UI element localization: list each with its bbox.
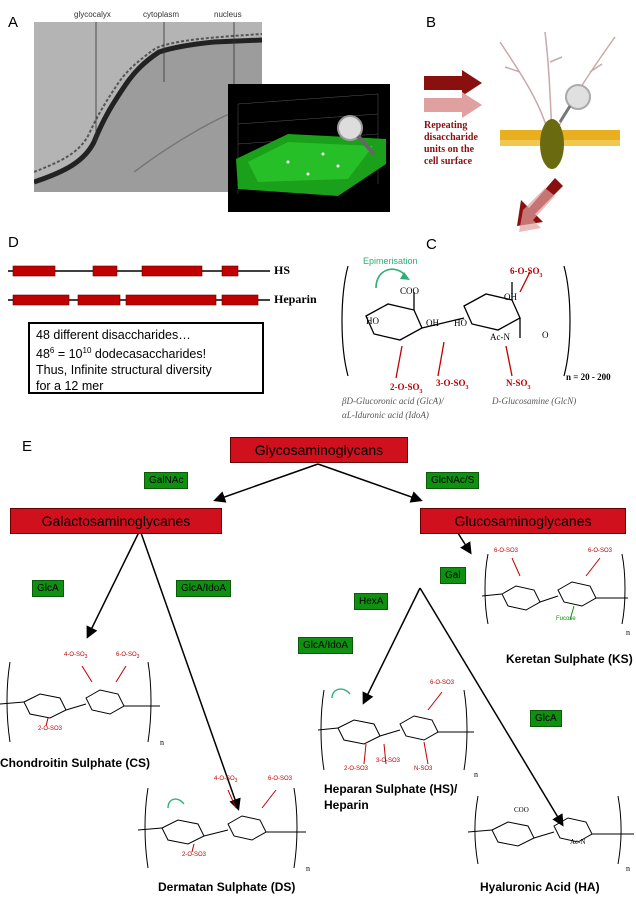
ds-6oso3-text: 6-O-SO — [268, 776, 289, 782]
nso3-label: $N-SO_3$ — [506, 378, 531, 391]
three-oso3-label: $3-O-SO_3$ — [436, 378, 469, 391]
glca-idoa-tag-1: GlcA/IdoA — [176, 580, 231, 597]
cs-2oso3-text: 2-O-SO — [38, 726, 59, 732]
ks-6oso3-left: 6-O-SO3 — [494, 548, 519, 554]
hs-caption-1: Heparan Sulphate (HS)/ — [324, 782, 458, 796]
label-nucleus: nucleus — [214, 10, 242, 19]
diversity-line-2: $48^6 = 10^{10}$ dodecasaccharides! — [36, 346, 207, 362]
glca-tag-1: GlcA — [32, 580, 64, 597]
glucosaminoglycanes-box — [420, 508, 626, 534]
panel-e-letter: E — [22, 438, 33, 455]
rep-line-3: units on the — [424, 144, 475, 155]
cs-caption: Chondroitin Sulphate (CS) — [0, 756, 150, 770]
ds-2oso3: 2-O-SO3 — [182, 852, 207, 858]
glycosaminoglycans-box — [230, 437, 408, 463]
coo-label: COO — [400, 286, 420, 296]
panel-d-letter: D — [8, 234, 19, 251]
cs-2oso3: 2-O-SO3 — [38, 726, 63, 732]
oh-label-c1: OH — [504, 292, 517, 302]
hs-caption-2: Heparin — [324, 798, 369, 812]
glca-tag-2: GlcA — [530, 710, 562, 727]
two-oso3-text: 2-O-SO — [390, 382, 420, 392]
hs-label: HS — [274, 263, 291, 277]
ha-acn: Ac-N — [570, 838, 586, 846]
label-glycocalyx: glycocalyx — [74, 10, 111, 19]
glcnacs-tag: GlcNAc/S — [426, 472, 479, 489]
ks-fucose: Fucose — [556, 616, 576, 622]
ks-caption: Keretan Sulphate (KS) — [506, 652, 633, 666]
ds-n: n — [306, 864, 310, 873]
rep-line-4: cell surface — [424, 156, 473, 167]
ds-caption: Dermatan Sulphate (DS) — [158, 880, 296, 894]
epimerisation-label: Epimerisation — [363, 256, 418, 266]
ks-6oso3-right: 6-O-SO3 — [588, 548, 613, 554]
cs-structure — [0, 652, 160, 748]
glca-idoa-tag-2: GlcA/IdoA — [298, 637, 353, 654]
hs-heparin-bars — [8, 258, 278, 308]
panel-a-letter: A — [8, 14, 19, 31]
hs-nso3: N-SO3 — [414, 766, 433, 772]
disaccharide-structure — [336, 246, 636, 421]
ha-coo: COO — [514, 806, 529, 814]
six-oso3-label: $6-O-SO_3$ — [510, 266, 543, 279]
ds-6oso3: 6-O-SO3 — [268, 776, 293, 782]
ks-6oso3-right-text: 6-O-SO — [588, 548, 609, 554]
ha-caption: Hyaluronic Acid (HA) — [480, 880, 600, 894]
hexa-tag: HexA — [354, 593, 388, 610]
magnifier-icon — [334, 112, 384, 162]
cell-surface-illustration — [490, 22, 630, 192]
hs-structure — [318, 680, 474, 780]
panel-c-letter: C — [426, 236, 437, 253]
acn-label-c: Ac-N — [490, 332, 510, 342]
hs-2oso3-text: 2-O-SO — [344, 766, 365, 772]
ho-label-c2: HO — [454, 318, 467, 328]
galactosaminoglycanes-label: Galactosaminoglycanes — [41, 513, 191, 529]
label-cytoplasm: cytoplasm — [143, 10, 180, 19]
gal-tag: Gal — [440, 567, 466, 584]
o-label-c: O — [542, 330, 549, 340]
glca-label: βD-Glucoronic acid (GlcA)/ — [342, 396, 444, 406]
arrow-right-icons — [424, 70, 486, 120]
hs-3oso3-text: 3-O-SO — [376, 758, 397, 764]
repeating-units-text — [424, 120, 478, 168]
ho-label-c: HO — [366, 316, 379, 326]
nso3-text: N-SO — [506, 378, 528, 388]
ds-structure — [138, 778, 306, 874]
cs-6oso3: $6-O-SO_3$ — [116, 652, 140, 661]
hs-6oso3: 6-O-SO3 — [430, 680, 455, 686]
hs-6oso3-text: 6-O-SO — [430, 680, 451, 686]
ks-6oso3-left-text: 6-O-SO — [494, 548, 515, 554]
hs-nso3-text: N-SO — [414, 766, 429, 772]
diversity-box — [28, 322, 264, 394]
ha-structure — [468, 790, 634, 870]
diversity-line-4: for a 12 mer — [36, 379, 104, 394]
heparin-label: Heparin — [274, 292, 317, 306]
ds-2oso3-text: 2-O-SO — [182, 852, 203, 858]
ha-n: n — [626, 864, 630, 873]
six-oso3-text: 6-O-SO — [510, 266, 540, 276]
n-range-label: n = 20 - 200 — [566, 372, 611, 382]
glucosaminoglycanes-label: Glucosaminoglycanes — [454, 513, 592, 529]
hs-2oso3: 2-O-SO3 — [344, 766, 369, 772]
diversity-line-3: Thus, Infinite structural diversity — [36, 363, 212, 378]
glycosaminoglycans-label: Glycosaminoglycans — [254, 442, 384, 458]
glcn-label: D-Glucosamine (GlcN) — [492, 396, 577, 406]
ds-4oso3: $4-O-SO_3$ — [214, 776, 238, 785]
cs-n: n — [160, 738, 164, 747]
galnac-tag: GalNAc — [144, 472, 188, 489]
rep-line-2: disaccharide — [424, 132, 478, 143]
ks-n: n — [626, 628, 630, 637]
sup-6: 6 — [49, 346, 55, 355]
cs-4oso3: $4-O-SO_3$ — [64, 652, 88, 661]
oh-label-c2: OH — [426, 318, 439, 328]
arrow-down-left-icon — [515, 176, 565, 236]
two-oso3-label: $2-O-SO_3$ — [390, 382, 423, 395]
sup-10: 10 — [82, 346, 92, 355]
hs-3oso3: 3-O-SO3 — [376, 758, 401, 764]
hs-n: n — [474, 770, 478, 779]
panel-b-letter: B — [426, 14, 437, 31]
diversity-line-1: 48 different disaccharides… — [36, 328, 191, 342]
galactosaminoglycanes-box — [10, 508, 222, 534]
idoa-label: αL-Iduronic acid (IdoA) — [342, 410, 429, 420]
rep-line-1: Repeating — [424, 120, 468, 131]
three-oso3-text: 3-O-SO — [436, 378, 466, 388]
